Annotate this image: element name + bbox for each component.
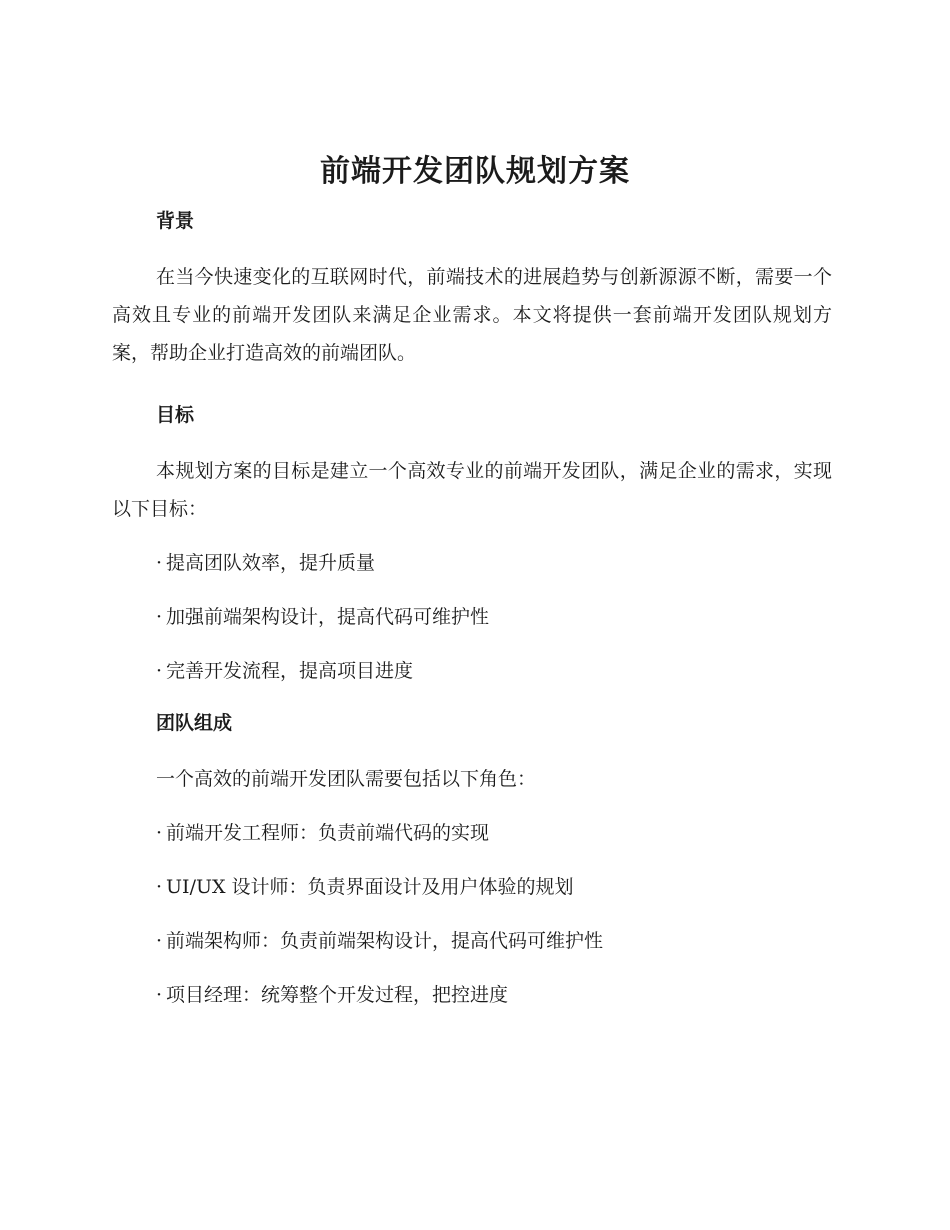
paragraph: 一个高效的前端开发团队需要包括以下角色： [156, 768, 537, 790]
bullet-glyph: · [156, 552, 163, 574]
section-team-composition [112, 706, 832, 1014]
document-title: 前端开发团队规划方案 [320, 154, 630, 189]
list-item [156, 598, 832, 636]
paragraph: 本规划方案的目标是建立一个高效专业的前端开发团队，满足企业的需求，实现以下目标： [112, 460, 832, 520]
section-heading: 背景 [156, 210, 195, 232]
list-item-text: 前端架构师：负责前端架构设计，提高代码可维护性 [166, 930, 604, 952]
list-item [156, 814, 832, 852]
paragraph: 在当今快速变化的互联网时代，前端技术的进展趋势与创新源源不断，需要一个高效且专业的前端开发团队来满足企业需求。本文将提供一套前端开发团队规划方案，帮助企业打造高效的前端团队。 [112, 266, 832, 364]
list-item-text: 前端开发工程师：负责前端代码的实现 [166, 822, 490, 844]
bullet-glyph: · [156, 822, 163, 844]
bullet-glyph: · [156, 606, 163, 628]
section-heading: 团队组成 [156, 712, 233, 734]
bullet-glyph: · [156, 984, 163, 1006]
list-item-text: 加强前端架构设计，提高代码可维护性 [166, 606, 490, 628]
list-item-text: 提高团队效率，提升质量 [166, 552, 376, 574]
section-heading: 目标 [156, 404, 195, 426]
section-goals [112, 398, 832, 690]
list-item [156, 868, 832, 906]
list-item [156, 922, 832, 960]
bullet-glyph: · [156, 660, 163, 682]
list-item [156, 652, 832, 690]
document-body [112, 204, 832, 1014]
bullet-glyph: · [156, 876, 163, 898]
list-item [156, 544, 832, 582]
list-item-text: 项目经理：统筹整个开发过程，把控进度 [166, 984, 509, 1006]
list-item-text: UI/UX 设计师：负责界面设计及用户体验的规划 [166, 876, 574, 898]
section-background [112, 204, 832, 372]
list-item-text: 完善开发流程，提高项目进度 [166, 660, 414, 682]
list-item [156, 976, 832, 1014]
bullet-glyph: · [156, 930, 163, 952]
